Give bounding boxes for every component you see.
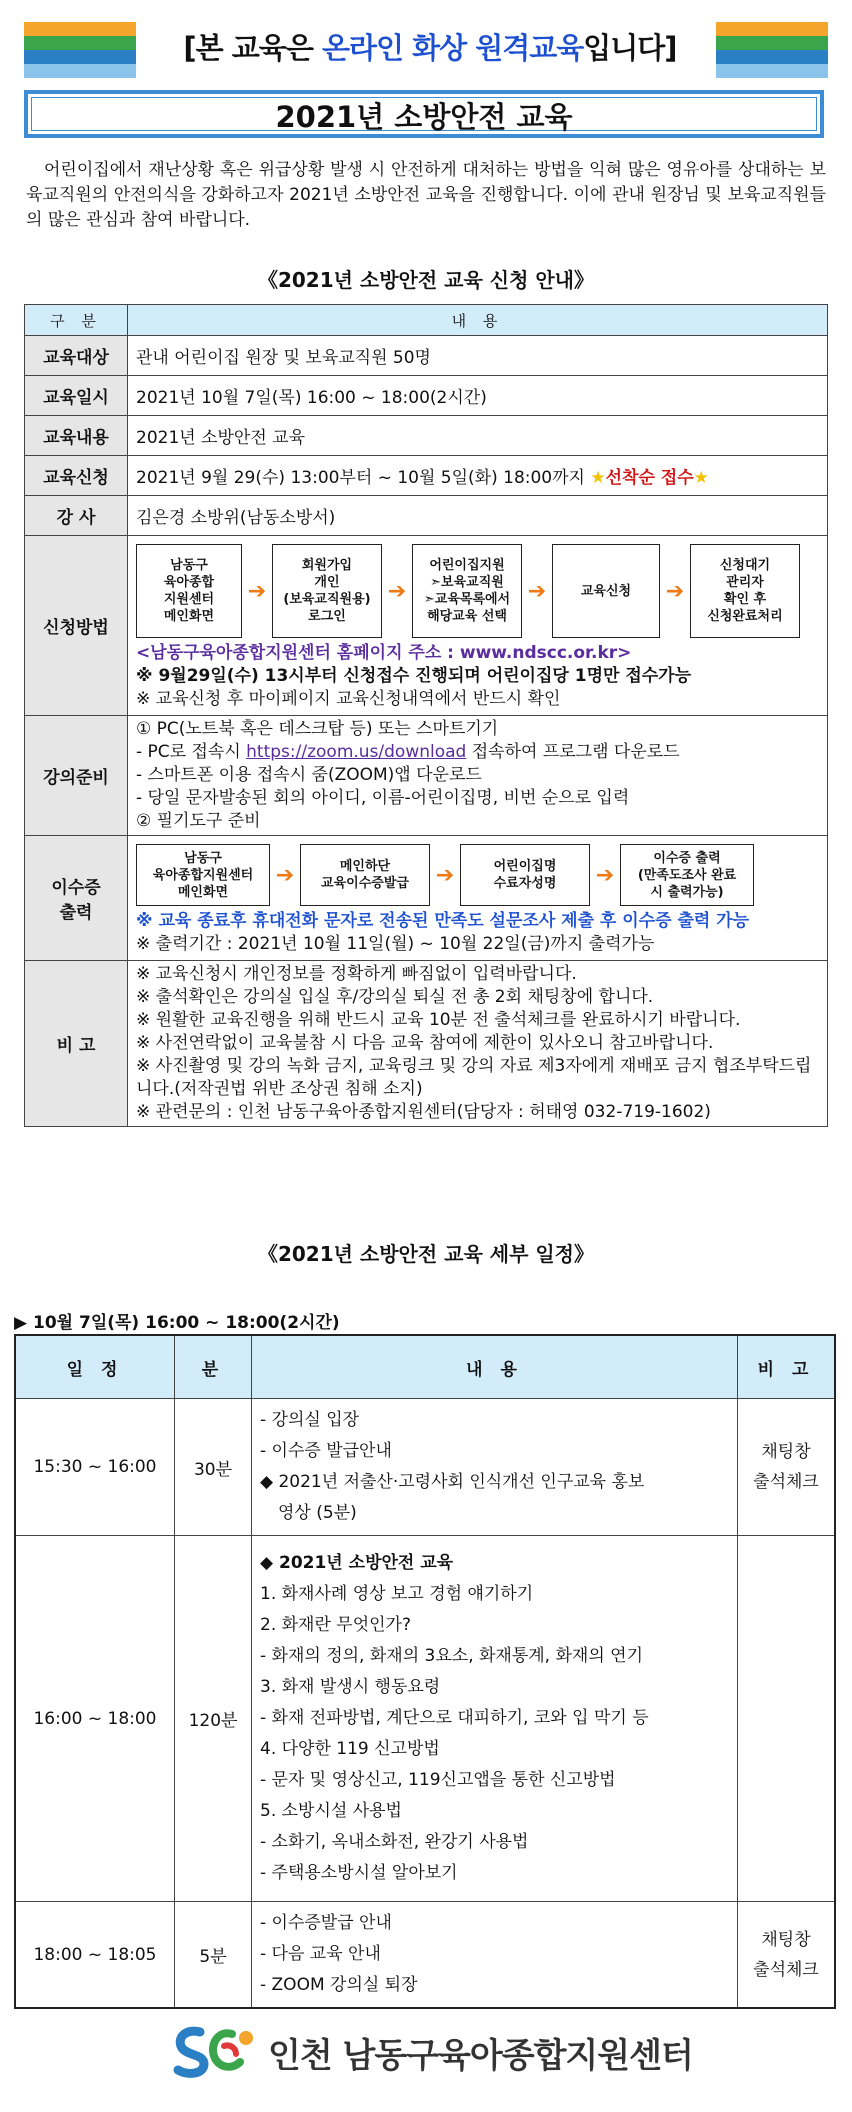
flow-step: 회원가입 개인 (보육교직원용) 로그인 bbox=[272, 544, 382, 638]
row-remarks bbox=[25, 961, 828, 1127]
arrow-right-icon: ➔ bbox=[527, 578, 547, 604]
list-item: - 화재 전파방법, 계단으로 대피하기, 코와 입 막기 등 bbox=[260, 1708, 649, 1728]
list-item: 2. 화재란 무엇인가? bbox=[260, 1615, 412, 1635]
row-prep bbox=[25, 716, 828, 836]
online-notice-banner bbox=[150, 26, 710, 67]
row-label: 강 사 bbox=[25, 496, 128, 536]
arrow-right-icon: ➔ bbox=[387, 578, 407, 604]
remarks-cell bbox=[128, 961, 828, 1127]
table-row bbox=[15, 1902, 835, 2009]
prep-line: - 스마트폰 이용 접속시 줌(ZOOM)앱 다운로드 bbox=[136, 765, 482, 785]
application-notice: ※ 9월29일(수) 13시부터 신청접수 진행되며 어린이집당 1명만 접수가능 bbox=[136, 666, 692, 686]
flow-step: 남동구 육아종합 지원센터 메인화면 bbox=[136, 544, 242, 638]
star-icon: ★ bbox=[693, 468, 709, 488]
list-item: - 다음 교육 안내 bbox=[260, 1944, 381, 1964]
color-bars-left bbox=[24, 22, 136, 78]
arrow-right-icon: ➔ bbox=[247, 578, 267, 604]
remark-line: ※ 관련문의 : 인천 남동구육아종합지원센터(담당자 : 허태영 032-719-1602) bbox=[136, 1102, 711, 1122]
schedule-note bbox=[738, 1536, 836, 1902]
table-header-row bbox=[25, 305, 828, 336]
row-label: 신청방법 bbox=[25, 536, 128, 716]
row-label: 교육내용 bbox=[25, 416, 128, 456]
prep-line: - 당일 문자발송된 회의 아이디, 이름-어린이집명, 비번 순으로 입력 bbox=[136, 788, 630, 808]
schedule-time: 15:30 ~ 16:00 bbox=[15, 1399, 175, 1536]
row-label: 비 고 bbox=[25, 961, 128, 1127]
flow-step: 남동구 육아종합지원센터 메인화면 bbox=[136, 844, 270, 906]
section-schedule-title: 《2021년 소방안전 교육 세부 일정》 bbox=[257, 1242, 595, 1266]
flow-step: 메인하단 교육이수증발급 bbox=[300, 844, 430, 906]
flow-step: 어린이집지원 ➣보육교직원 ➣교육목록에서 해당교육 선택 bbox=[412, 544, 522, 638]
page-title: 2021년 소방안전 교육 bbox=[31, 97, 817, 131]
confirm-notice: ※ 교육신청 후 마이페이지 교육신청내역에서 반드시 확인 bbox=[136, 689, 561, 709]
list-item: - 이수증 발급안내 bbox=[260, 1441, 392, 1461]
list-item: ◆ 2021년 소방안전 교육 bbox=[260, 1553, 454, 1573]
center-logo-icon bbox=[170, 2024, 256, 2080]
row-date bbox=[25, 376, 828, 416]
schedule-minutes: 30분 bbox=[175, 1399, 252, 1536]
flow-step: 어린이집명 수료자성명 bbox=[460, 844, 590, 906]
schedule-minutes: 120분 bbox=[175, 1536, 252, 1902]
col-category-header: 구 분 bbox=[25, 305, 128, 336]
arrow-right-icon: ➔ bbox=[665, 578, 685, 604]
list-item: - 주택용소방시설 알아보기 bbox=[260, 1863, 458, 1883]
remark-line: ※ 교육신청시 개인정보를 정확하게 빠짐없이 입력바랍니다. bbox=[136, 964, 577, 984]
application-info-table bbox=[24, 304, 828, 1127]
row-lecturer bbox=[25, 496, 828, 536]
schedule-note: 채팅창 출석체크 bbox=[738, 1902, 836, 2009]
col-content-header: 내 용 bbox=[128, 305, 828, 336]
homepage-address: <남동구육아종합지원센터 홈페이지 주소 : www.ndscc.or.kr> bbox=[136, 643, 632, 663]
schedule-time: 16:00 ~ 18:00 bbox=[15, 1536, 175, 1902]
row-label: 이수증 출력 bbox=[25, 836, 128, 961]
row-value: 관내 어린이집 원장 및 보육교직원 50명 bbox=[128, 336, 828, 376]
remark-line: ※ 사진촬영 및 강의 녹화 금지, 교육링크 및 강의 자료 제3자에게 재배포 금지 협조부탁드립니다.(저작권법 위반 조상권 침해 소지) bbox=[136, 1056, 812, 1099]
list-item: - 문자 및 영상신고, 119신고앱을 통한 신고방법 bbox=[260, 1770, 616, 1790]
remark-line: ※ 원활한 교육진행을 위해 반드시 교육 10분 전 출석체크를 완료하시기 바랍니다. bbox=[136, 1010, 741, 1030]
prep-cell bbox=[128, 716, 828, 836]
intro-paragraph: 어린이집에서 재난상황 혹은 위급상황 발생 시 안전하게 대처하는 방법을 익혀 많은 영유아를 상대하는 보육교직원의 안전의식을 강화하고자 2021년 소방안전 교육을 진행합니다. 이에 관내 원장님 및 보육교직원들의 많은 관심과 참여 바랍니다. bbox=[26, 160, 826, 230]
schedule-minutes: 5분 bbox=[175, 1902, 252, 2009]
banner-prefix: [본 교육은 bbox=[183, 31, 322, 65]
prep-line: - PC로 접속시 https://zoom.us/download 접속하여 프로그램 다운로드 bbox=[136, 742, 680, 762]
row-target bbox=[25, 336, 828, 376]
arrow-right-icon: ➔ bbox=[435, 862, 455, 888]
star-icon: ★ bbox=[590, 468, 606, 488]
print-period-notice: ※ 출력기간 : 2021년 10월 11일(월) ~ 10월 22일(금)까지 출력가능 bbox=[136, 934, 655, 954]
list-item: - 강의실 입장 bbox=[260, 1410, 360, 1430]
prep-line: ② 필기도구 준비 bbox=[136, 811, 261, 831]
flow-step: 이수증 출력 (만족도조사 완료 시 출력가능) bbox=[620, 844, 754, 906]
list-item: - 이수증발급 안내 bbox=[260, 1913, 392, 1933]
first-come-notice: 선착순 접수 bbox=[605, 468, 694, 488]
schedule-items bbox=[252, 1536, 738, 1902]
banner-suffix: 입니다] bbox=[583, 31, 677, 65]
col-content-header: 내 용 bbox=[252, 1335, 738, 1399]
schedule-time: 18:00 ~ 18:05 bbox=[15, 1902, 175, 2009]
title-box bbox=[24, 90, 824, 138]
center-name: 인천 남동구육아종합지원센터 bbox=[268, 2035, 693, 2076]
row-value: 김은경 소방위(남동소방서) bbox=[128, 496, 828, 536]
row-cert bbox=[25, 836, 828, 961]
application-flow bbox=[136, 544, 819, 638]
flow-step: 교육신청 bbox=[552, 544, 660, 638]
list-item: 1. 화재사례 영상 보고 경험 얘기하기 bbox=[260, 1584, 534, 1604]
list-item: ◆ 2021년 저출산·고령사회 인식개선 인구교육 홍보 bbox=[260, 1472, 645, 1492]
row-label: 교육일시 bbox=[25, 376, 128, 416]
list-item: 5. 소방시설 사용법 bbox=[260, 1801, 402, 1821]
schedule-table bbox=[14, 1334, 836, 2009]
prep-line: ① PC(노트북 혹은 데스크탑 등) 또는 스마트기기 bbox=[136, 719, 499, 739]
arrow-right-icon: ➔ bbox=[275, 862, 295, 888]
row-label: 교육대상 bbox=[25, 336, 128, 376]
col-minutes-header: 분 bbox=[175, 1335, 252, 1399]
row-apply bbox=[25, 456, 828, 496]
remark-line: ※ 사전연락없이 교육불참 시 다음 교육 참여에 제한이 있사오니 참고바랍니다. bbox=[136, 1033, 714, 1053]
zoom-download-link[interactable]: https://zoom.us/download bbox=[246, 742, 467, 762]
row-method bbox=[25, 536, 828, 716]
row-value bbox=[128, 456, 828, 496]
cert-cell bbox=[128, 836, 828, 961]
list-item: - ZOOM 강의실 퇴장 bbox=[260, 1975, 418, 1995]
banner-highlight: 온라인 화상 원격교육 bbox=[321, 31, 584, 65]
list-item: - 화재의 정의, 화재의 3요소, 화재통계, 화재의 연기 bbox=[260, 1646, 644, 1666]
arrow-right-icon: ➔ bbox=[595, 862, 615, 888]
schedule-date: ▶ 10월 7일(목) 16:00 ~ 18:00(2시간) bbox=[14, 1313, 340, 1333]
section-application-title: 《2021년 소방안전 교육 신청 안내》 bbox=[257, 268, 595, 292]
certificate-flow bbox=[136, 844, 819, 906]
list-item: - 소화기, 옥내소화전, 완강기 사용법 bbox=[260, 1832, 529, 1852]
remark-line: ※ 출석확인은 강의실 입실 후/강의실 퇴실 전 총 2회 채팅창에 합니다. bbox=[136, 987, 654, 1007]
table-row bbox=[15, 1399, 835, 1536]
row-label: 강의준비 bbox=[25, 716, 128, 836]
col-time-header: 일 정 bbox=[15, 1335, 175, 1399]
flow-step: 신청대기 관리자 확인 후 신청완료처리 bbox=[690, 544, 800, 638]
list-item: 영상 (5분) bbox=[278, 1503, 357, 1523]
list-item: 4. 다양한 119 신고방법 bbox=[260, 1739, 440, 1759]
color-bars-right bbox=[716, 22, 828, 78]
survey-notice: ※ 교육 종료후 휴대전화 문자로 전송된 만족도 설문조사 제출 후 이수증 출력 가능 bbox=[136, 911, 750, 931]
schedule-items bbox=[252, 1399, 738, 1536]
row-content bbox=[25, 416, 828, 456]
schedule-note: 채팅창 출석체크 bbox=[738, 1399, 836, 1536]
row-label: 교육신청 bbox=[25, 456, 128, 496]
row-value: 2021년 10월 7일(목) 16:00 ~ 18:00(2시간) bbox=[128, 376, 828, 416]
apply-period: 2021년 9월 29(수) 13:00부터 ~ 10월 5일(화) 18:00까지 bbox=[136, 468, 591, 488]
method-cell bbox=[128, 536, 828, 716]
schedule-items bbox=[252, 1902, 738, 2009]
list-item: 3. 화재 발생시 행동요령 bbox=[260, 1677, 441, 1697]
table-row bbox=[15, 1536, 835, 1902]
schedule-header-row bbox=[15, 1335, 835, 1399]
col-note-header: 비 고 bbox=[738, 1335, 836, 1399]
footer bbox=[170, 2022, 710, 2082]
row-value: 2021년 소방안전 교육 bbox=[128, 416, 828, 456]
